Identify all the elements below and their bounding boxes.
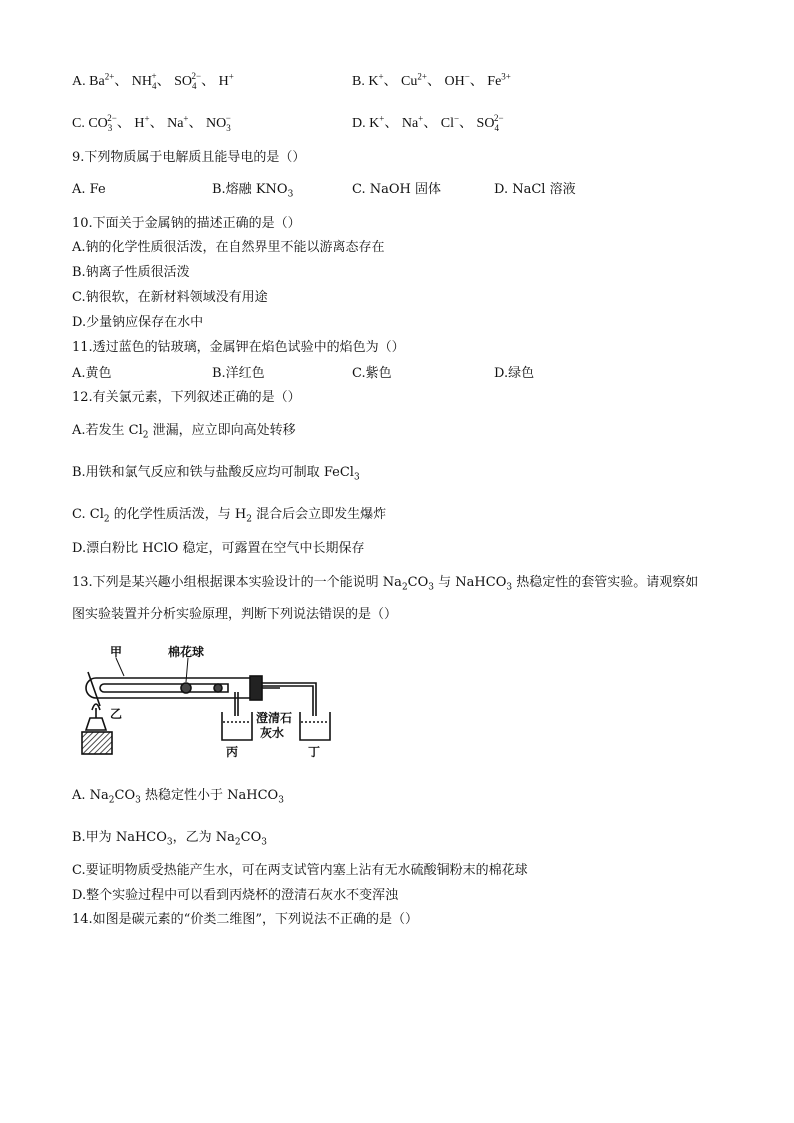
q11-option-a: A.黄色 (72, 366, 112, 381)
q13-stem-line1: 13.下列是某兴趣小组根据课本实验设计的一个能说明 $Na_2CO_3$ 与 NaHCO$_3$ 热稳定性的套管实验。请观察如 (72, 575, 699, 593)
label-bing: 丙 (226, 745, 239, 759)
label-yi: 乙 (110, 707, 123, 721)
q13-option-c: C.要证明物质受热能产生水，可在两支试管内塞上沾有无水硫酸铜粉末的棉花球 (72, 863, 528, 878)
q9-stem: 9.下列物质属于电解质且能导电的是（） (72, 150, 306, 165)
q13-stem-line2: 图实验装置并分析实验原理，判断下列说法错误的是（） (72, 607, 398, 622)
q12-option-c: C. $Cl_2$ 的化学性质活泼，与 $H_2$ 混合后会立即发生爆炸 (72, 507, 387, 525)
q10-stem: 10.下面关于金属钠的描述正确的是（） (72, 216, 301, 231)
q8-option-d: D. K+、 Na+、 Cl−、 $SO_4^{2-}$ (352, 113, 504, 133)
q10-option-c: C.钠很软，在新材料领域没有用途 (72, 290, 268, 305)
q12-option-b: B.用铁和氯气反应和铁与盐酸反应均可制取 FeCl$_3$ (72, 465, 360, 483)
q12-option-d: D.漂白粉比 HClO 稳定，可露置在空气中长期保存 (72, 541, 365, 556)
q12-stem: 12.有关氯元素，下列叙述正确的是（） (72, 390, 301, 405)
q8-option-b: B. K+、 $Cu^{2+}$、 OH−、 $Fe^{3+}$ (352, 71, 511, 89)
q11-stem: 11.透过蓝色的钴玻璃，金属钾在焰色试验中的焰色为（） (72, 340, 405, 355)
q13-option-b: B.甲为 NaHCO$_3$，乙为 $Na_2CO_3$ (72, 830, 267, 848)
q13-option-d: D.整个实验过程中可以看到丙烧杯的澄清石灰水不变浑浊 (72, 888, 399, 903)
q10-option-a: A.钠的化学性质很活泼，在自然界里不能以游离态存在 (72, 240, 385, 255)
q8-option-c: C. $CO_3^{2-}$、 H+、 Na+、 $NO_3^-$ (72, 113, 231, 133)
label-ding: 丁 (308, 745, 321, 759)
q9-option-c: C. NaOH 固体 (352, 182, 442, 197)
q9-option-d: D. NaCl 溶液 (494, 182, 576, 197)
label-jia: 甲 (110, 645, 123, 659)
q10-option-d: D.少量钠应保存在水中 (72, 315, 204, 330)
q14-stem: 14.如图是碳元素的“价类二维图”，下列说法不正确的是（） (72, 912, 418, 927)
label-huishui: 灰水 (260, 726, 285, 740)
label-mianhua: 棉花球 (168, 645, 205, 659)
q9-option-b: B.熔融 $KNO_3$ (212, 182, 294, 200)
q8-option-a: A. $Ba^{2+}$、 $NH_4^+$、 $SO_4^{2-}$、 H+ (72, 71, 234, 91)
q11-option-c: C.紫色 (352, 366, 392, 381)
double-tube-apparatus-figure (70, 636, 340, 760)
q11-option-d: D.绿色 (494, 366, 535, 381)
q13-option-a: A. $Na_2CO_3$ 热稳定性小于 NaHCO$_3$ (72, 788, 284, 806)
q9-option-a: A. Fe (72, 182, 106, 197)
label-chengqing: 澄清石 (256, 711, 293, 725)
q10-option-b: B.钠离子性质很活泼 (72, 265, 190, 280)
q11-option-b: B.洋红色 (212, 366, 265, 381)
q12-option-a: A.若发生 $Cl_2$ 泄漏，应立即向高处转移 (72, 423, 296, 441)
